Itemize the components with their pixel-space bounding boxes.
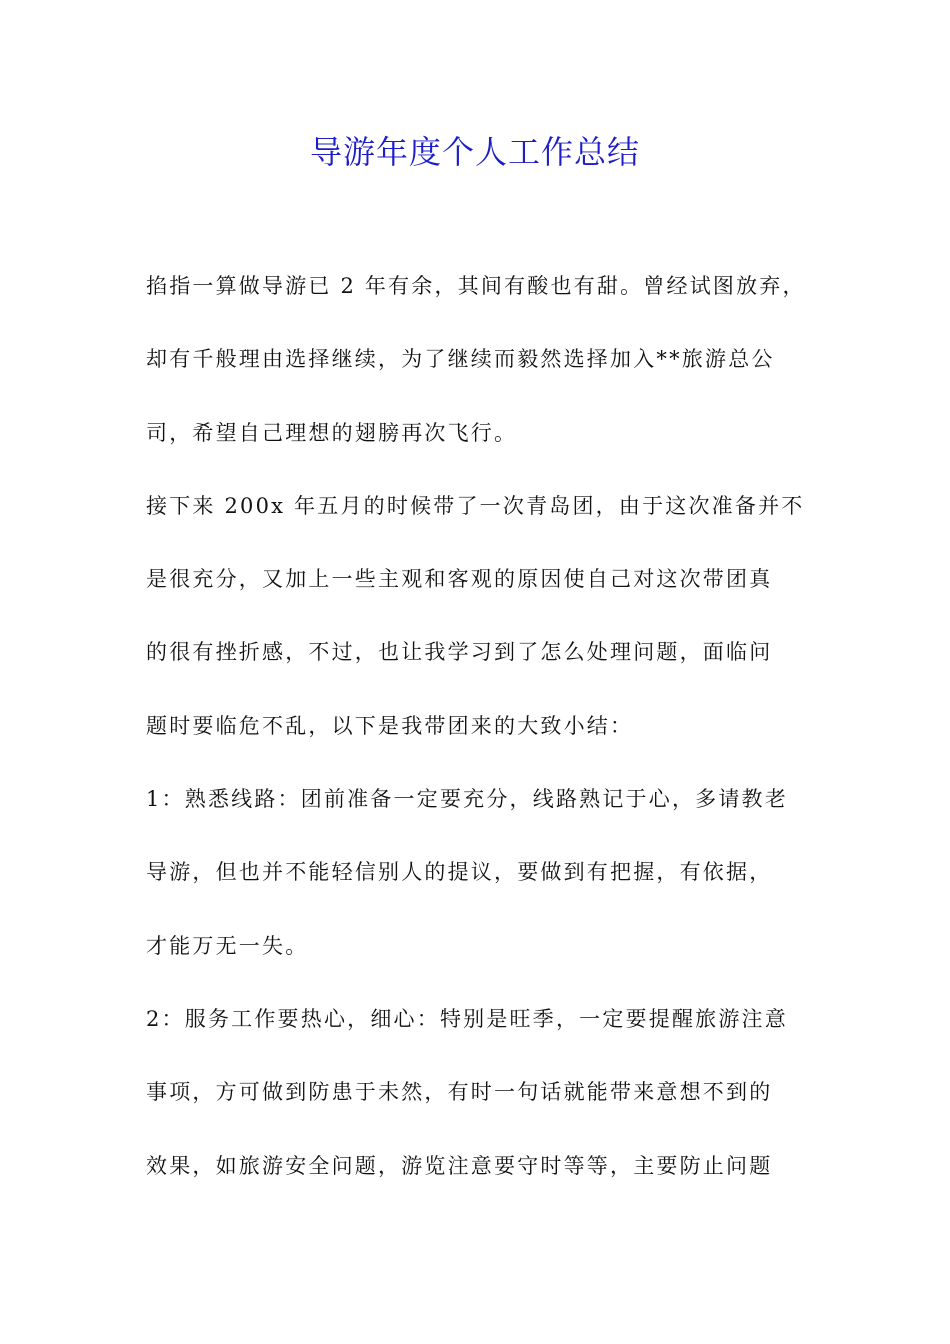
body-line: 效果，如旅游安全问题，游览注意要守时等等，主要防止问题 xyxy=(146,1153,773,1178)
body-line: 的很有挫折感，不过，也让我学习到了怎么处理问题，面临问 xyxy=(146,640,773,665)
body-line: 导游，但也并不能轻信别人的提议，要做到有把握，有依据， xyxy=(146,860,773,885)
document-body xyxy=(146,262,816,1215)
body-line: 是很充分，又加上一些主观和客观的原因使自己对这次带团真 xyxy=(146,567,773,592)
body-line: 司，希望自己理想的翅膀再次飞行。 xyxy=(146,420,518,445)
body-line: 题时要临危不乱，以下是我带团来的大致小结： xyxy=(146,713,634,738)
body-line: 事项，方可做到防患于未然，有时一句话就能带来意想不到的 xyxy=(146,1080,773,1105)
body-line: 才能万无一失。 xyxy=(146,933,309,958)
body-line: 却有千般理由选择继续，为了继续而毅然选择加入**旅游总公 xyxy=(146,347,775,372)
body-line: 掐指一算做导游已 2 年有余，其间有酸也有甜。曾经试图放弃， xyxy=(146,274,806,298)
body-line: 接下来 200x 年五月的时候带了一次青岛团，由于这次准备并不 xyxy=(146,493,805,518)
body-line: 2：服务工作要热心，细心：特别是旺季，一定要提醒旅游注意 xyxy=(146,1006,788,1031)
document-title: 导游年度个人工作总结 xyxy=(309,133,640,171)
body-line: 1：熟悉线路：团前准备一定要充分，线路熟记于心，多请教老 xyxy=(146,787,788,812)
